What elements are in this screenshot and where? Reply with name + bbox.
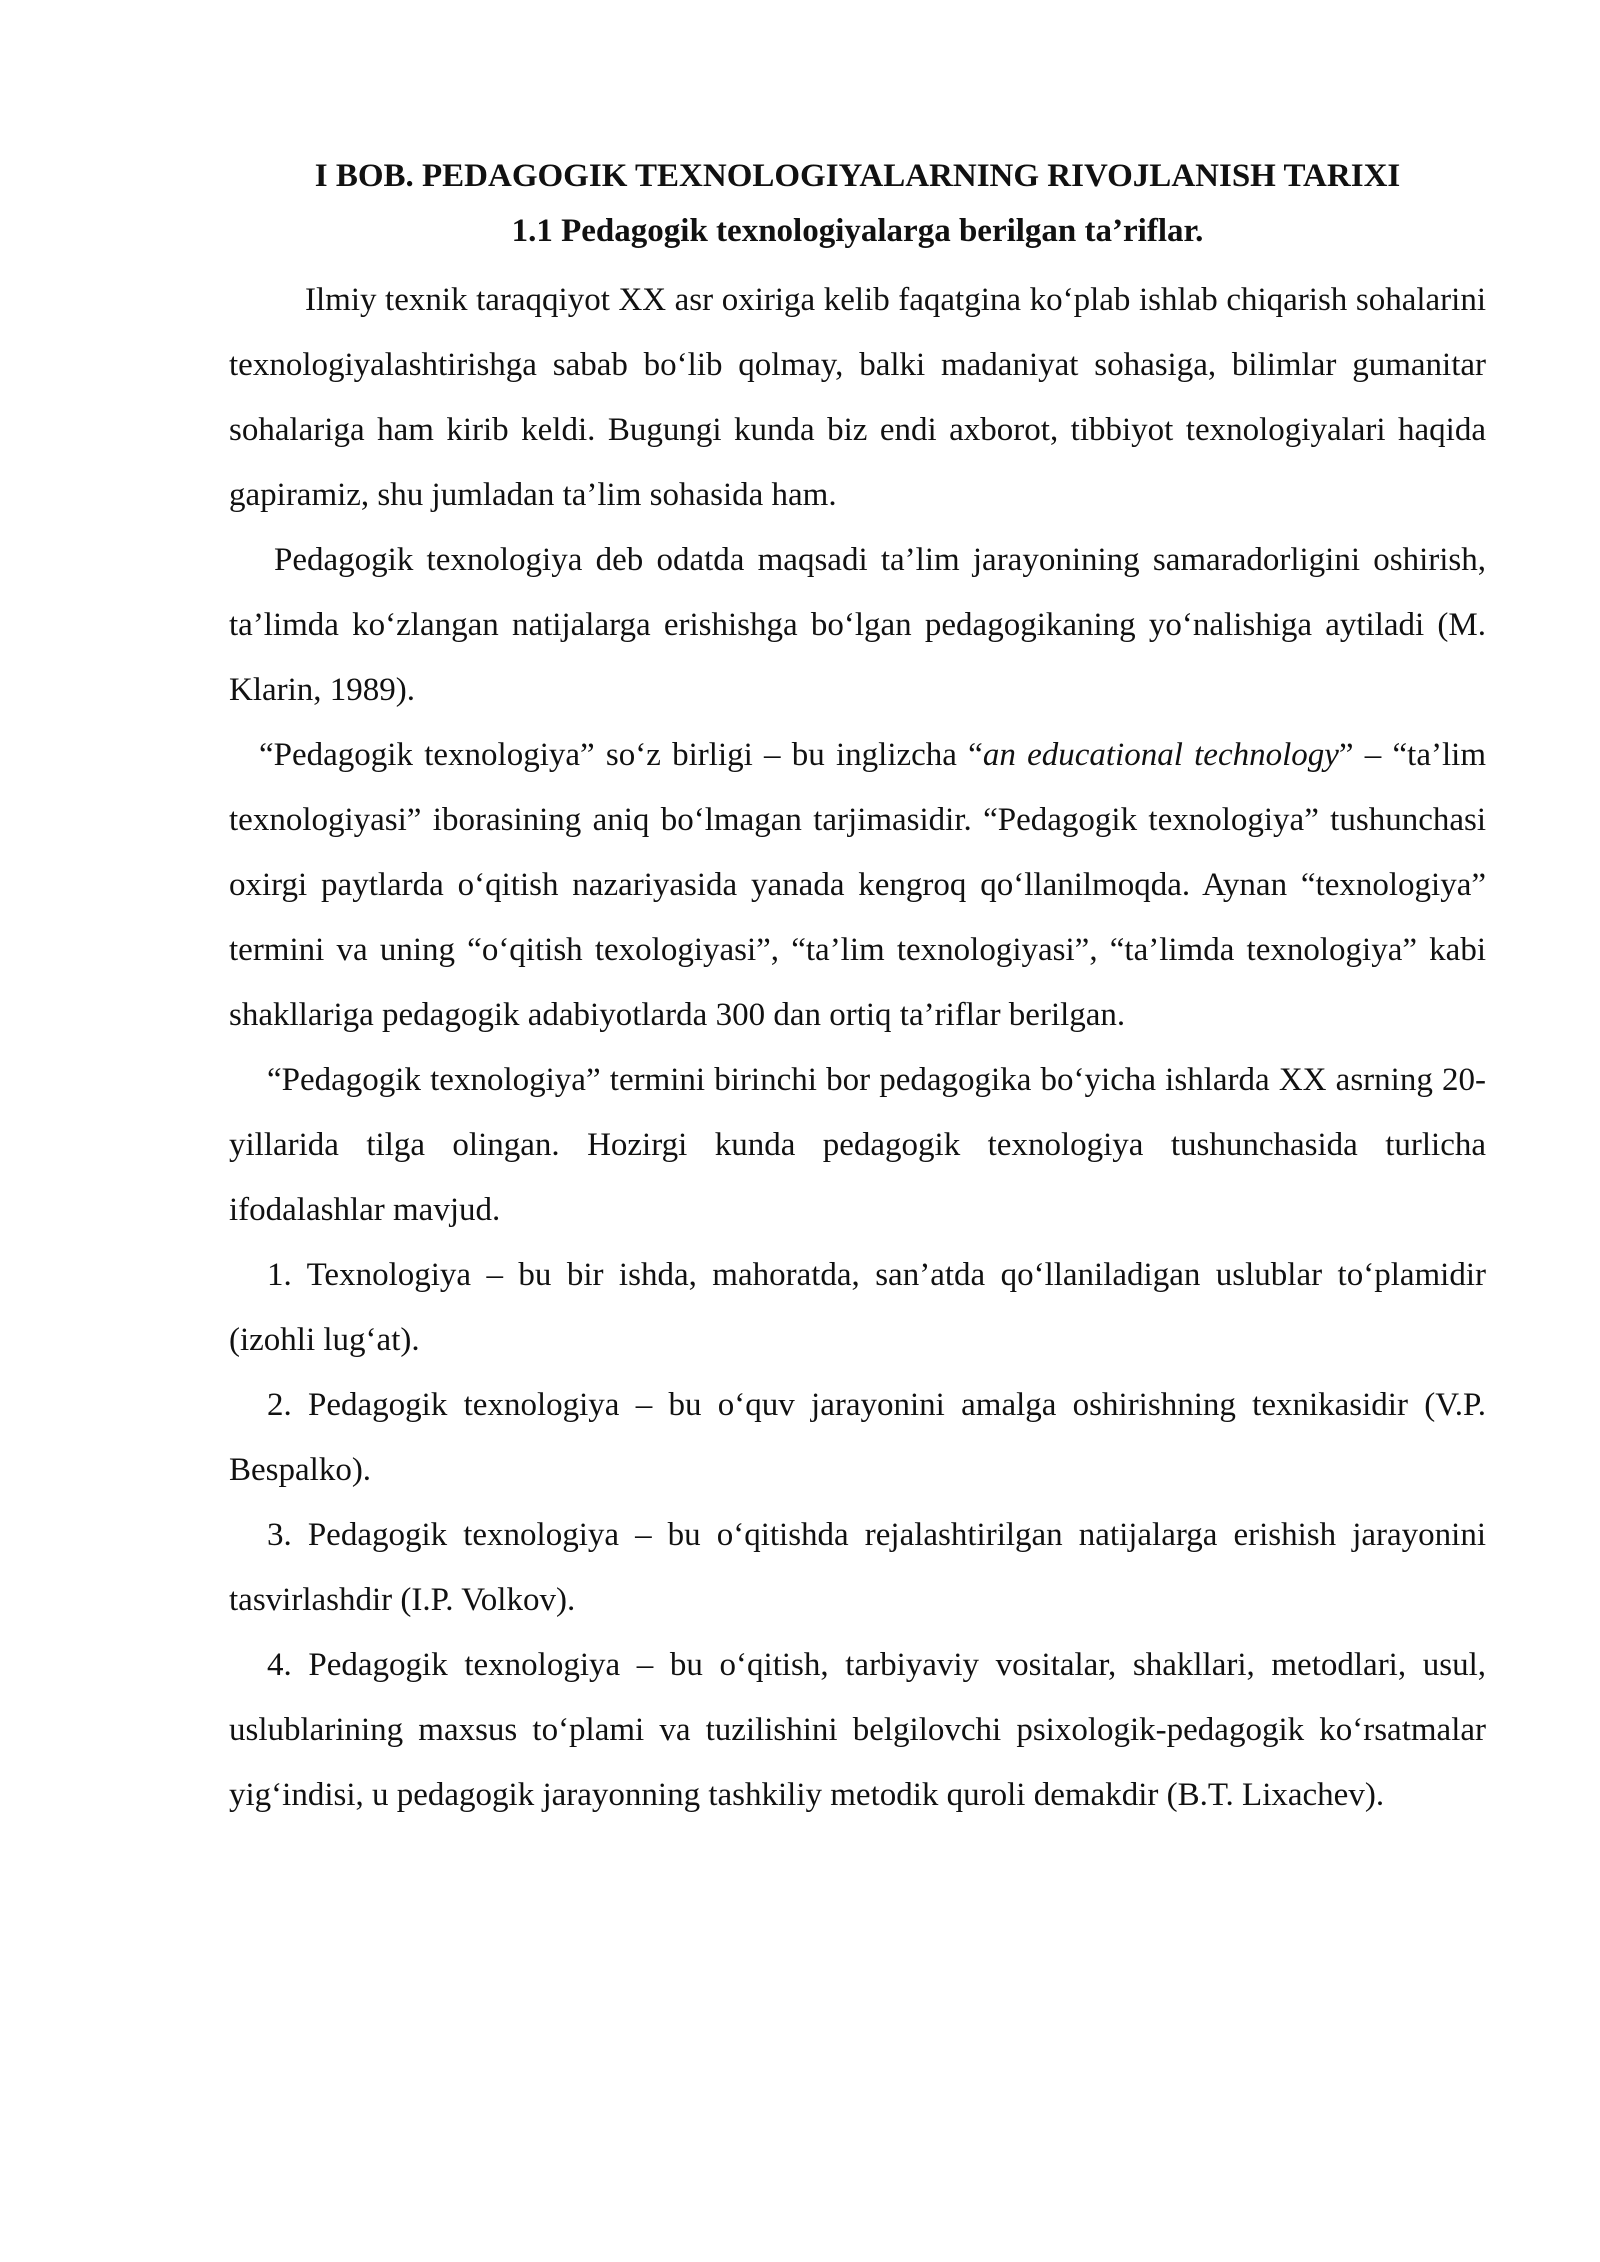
definition-item: 4. Pedagogik texnologiya – bu o‘qitish, tarbiyaviy vositalar, shakllari, metodlari, usul, uslublarining maxsus to‘plami va tuzilishini belgilovchi psixologik-pedagogik ko‘rsatmalar yig‘indisi, u pedagogik jarayonning tashkiliy metodik quroli demakdir (B.T. Lixachev). bbox=[229, 1647, 1486, 1813]
paragraph-term-origin-start: “Pedagogik texnologiya” so‘z birligi – bu inglizcha “ bbox=[259, 737, 983, 773]
definition-item: 2. Pedagogik texnologiya – bu o‘quv jarayonini amalga oshirishning texnikasidir (V.P. Bespalko). bbox=[229, 1387, 1486, 1488]
chapter-title: I BOB. PEDAGOGIK TEXNOLOGIYALARNING RIVOJLANISH TARIXI bbox=[314, 158, 1401, 194]
paragraph-intro: Ilmiy texnik taraqqiyot XX asr oxiriga kelib faqatgina ko‘plab ishlab chiqarish sohalarini texnologiyalashtirishga sabab bo‘lib qolmay, balki madaniyat sohasiga, bilimlar gumanitar sohalariga ham kirib keldi. Bugungi kunda biz endi axborot, tibbiyot texnologiyalari haqida gapiramiz, shu jumladan ta’lim sohasida ham. bbox=[229, 282, 1486, 513]
paragraph-term-origin bbox=[229, 723, 1486, 1048]
page-content bbox=[229, 150, 1486, 1828]
definition-item: 1. Texnologiya – bu bir ishda, mahoratda, san’atda qo‘llaniladigan uslublar to‘plamidir (izohli lug‘at). bbox=[229, 1257, 1486, 1358]
section-title: 1.1 Pedagogik texnologiyalarga berilgan ta’riflar. bbox=[511, 213, 1204, 249]
paragraph-term-history: “Pedagogik texnologiya” termini birinchi bor pedagogika bo‘yicha ishlarda XX asrning 20-yillarida tilga olingan. Hozirgi kunda pedagogik texnologiya tushunchasida turlicha ifodalashlar mavjud. bbox=[229, 1062, 1486, 1228]
definition-item: 3. Pedagogik texnologiya – bu o‘qitishda rejalashtirilgan natijalarga erishish jarayonini tasvirlashdir (I.P. Volkov). bbox=[229, 1517, 1486, 1618]
english-term: an educational technology bbox=[982, 737, 1339, 773]
paragraph-term-origin-rest: ” – “ta’lim texnologiyasi” iborasining aniq bo‘lmagan tarjimasidir. “Pedagogik texnologiya” tushunchasi oxirgi paytlarda o‘qitish nazariyasida yanada kengroq qo‘llanilmoqda. Aynan “texnologiya” termini va uning “o‘qitish texologiyasi”, “ta’lim texnologiyasi”, “ta’limda texnologiya” kabi shakllariga pedagogik adabiyotlarda 300 dan ortiq ta’riflar berilgan. bbox=[229, 737, 1486, 1033]
paragraph-definition-klarin: Pedagogik texnologiya deb odatda maqsadi ta’lim jarayonining samaradorligini oshirish, ta’limda ko‘zlangan natijalarga erishishga bo‘lgan pedagogikaning yo‘nalishiga aytiladi (M. Klarin, 1989). bbox=[229, 542, 1486, 708]
